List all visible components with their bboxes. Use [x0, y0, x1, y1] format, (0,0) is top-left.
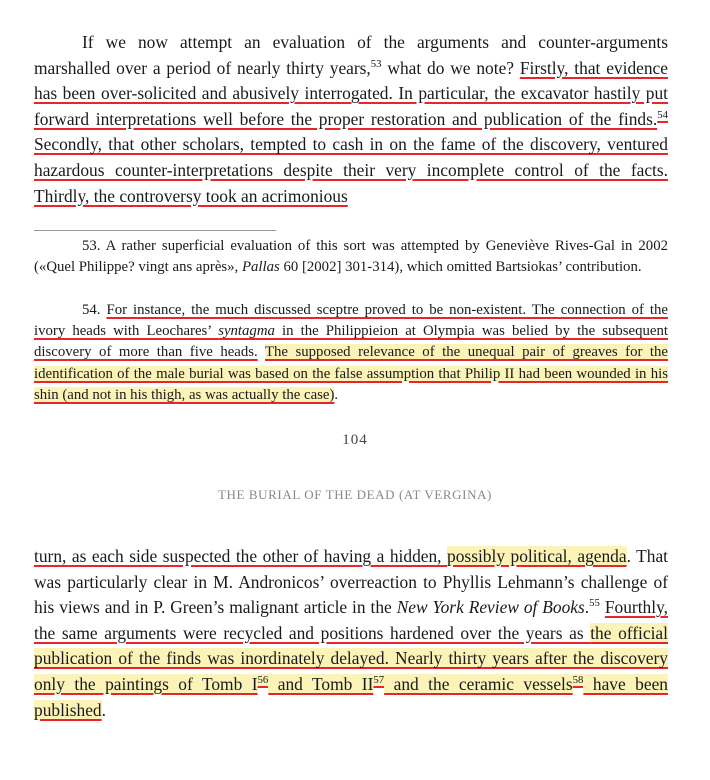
continued-highlight-2: the official publication of the finds was inordinately delayed. Nearly thirty years after the discovery only the paintings of Tomb I	[34, 622, 668, 694]
footnote-53	[34, 236, 668, 278]
continued-highlight-3: and Tomb II	[268, 673, 374, 694]
main-text-2: what do we note?	[381, 57, 520, 78]
footnote-53-journal: Pallas	[241, 259, 280, 276]
footnote-54-number: 54.	[82, 302, 107, 318]
continued-text-1: turn, as each side suspected the other of having a hidden,	[34, 546, 448, 566]
footnote-ref-58[interactable]: 58	[572, 674, 584, 687]
footnote-54-italic-term: syntagma	[218, 323, 275, 340]
footnote-54-underlined-1: For instance, the much discussed sceptre proved to be non-existent. The connection of the ivory heads with Leochares’	[34, 302, 668, 340]
continued-highlight-4: and the ceramic vessels	[384, 673, 573, 694]
footnote-54	[34, 300, 668, 406]
footnote-54-space	[258, 344, 265, 360]
footnote-separator	[34, 230, 276, 231]
running-head: THE BURIAL OF THE DEAD (AT VERGINA)	[217, 487, 492, 502]
underlined-passage-2: Secondly, that other scholars, tempted to cash in on the fame of the discovery, ventured hazardous counter-interpretations despite their very incomplete control of the facts. Thirdly, the controversy took an acrimonious	[34, 134, 668, 206]
continued-text-3: .	[584, 597, 590, 618]
continued-highlight-1: possibly political, agenda	[447, 546, 627, 566]
footnote-53-text-2: 60 [2002] 301-314), which omitted Bartsiokas’ contribution.	[279, 259, 642, 276]
underlined-passage-1: Firstly, that evidence has been over-solicited and abusively interrogated. In particular, the excavator hastily put forward interpretations well before the proper restoration and publication of the finds.	[34, 57, 668, 129]
main-text-1: If we now attempt an evaluation of the arguments and counter-arguments marshalled over a period of nearly thirty years,	[34, 32, 668, 78]
continued-period: .	[101, 699, 106, 720]
page-number: 104	[342, 432, 368, 448]
journal-title: New York Review of Books	[396, 597, 585, 618]
continued-underlined-2: Fourthly, the same arguments were recycled and positions hardened over the years as	[34, 597, 668, 643]
footnote-54-highlighted: The supposed relevance of the unequal pair of greaves for the identification of the male burial was based on the false assumption that Philip II had been wounded in his shin (and not in his thigh, as was actually the case)	[34, 344, 669, 403]
footnote-ref-57[interactable]: 57	[373, 674, 385, 687]
main-paragraph	[34, 30, 668, 209]
footnote-54-period: .	[334, 386, 339, 403]
footnote-ref-53[interactable]: 53	[370, 57, 382, 70]
footnote-ref-54[interactable]: 54	[657, 108, 668, 121]
footnote-ref-55[interactable]: 55	[589, 597, 600, 610]
footnote-54-underlined-2: in the Philippieion at Olympia was belied by the subsequent discovery of more than five heads.	[34, 323, 668, 361]
footnote-ref-56[interactable]: 56	[257, 674, 269, 687]
footnote-53-text-1: 53. A rather superficial evaluation of this sort was attempted by Geneviève Rives-Gal in 2002 («Quel Philippe? vingt ans après»,	[34, 238, 668, 276]
continued-highlight-5: have been published	[34, 673, 668, 720]
continued-text-2: . That was particularly clear in M. Andronicos’ overreaction to Phyllis Lehmann’s challenge of his views and in P. Green’s malignant article in the	[34, 546, 668, 618]
continued-paragraph	[34, 544, 668, 723]
